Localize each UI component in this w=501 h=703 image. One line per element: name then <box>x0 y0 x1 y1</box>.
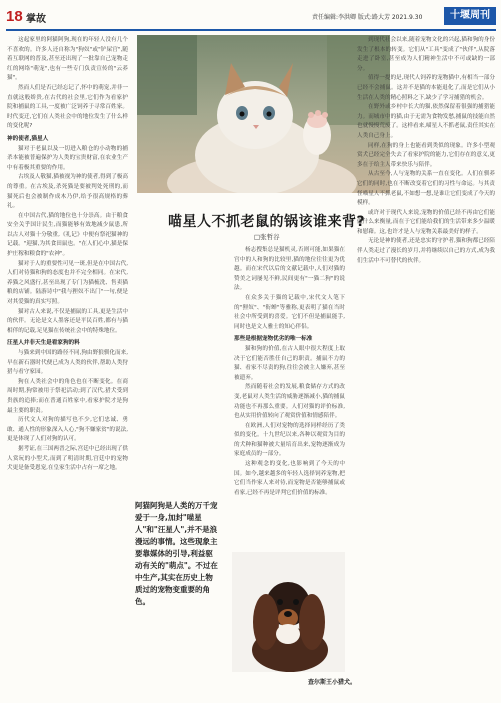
paragraph: 猫对古人来说,不仅是捕鼠的工具,更是生活中的伙伴。无论是文人墨客还是平民百姓,都有与猫相伴的记载,足见猫在传统社会中的特殊地位。 <box>7 308 128 334</box>
editor-credits: 责任编辑:李洪卿 版式:路大芳 2021.9.30 <box>312 14 423 21</box>
paragraph: 然而人们是否已经忘记了,怀中的萌宠,并非一直就这般娇贵,在古代的社会里,它们作为看家护院和捕鼠的工具,一度被广泛饲养于寻常百姓家。时代变迁,它们在人类社会中的地位发生了什么样的变化呢? <box>7 84 128 130</box>
article-column-2 <box>234 246 345 546</box>
section-heading: 汪星人并非天生是看家狗的料 <box>7 340 80 347</box>
paragraph: 据考证,在三国两晋之际,宫廷中已经出现了供人赏玩的小型犬,而到了明清时期,宫廷中的宠物犬更是备受恩宠,在皇家生活中占有一席之地。 <box>7 445 128 472</box>
page-number: 18 <box>6 8 23 25</box>
article-column-3 <box>357 36 495 698</box>
masthead <box>0 0 501 30</box>
paragraph: 猫和狗的价值,在古人眼中很大程度上取决于它们能否胜任自己的职责。捕鼠不力的猫、看家不尽责的狗,往往会被主人嫌弃,甚至被遗弃。 <box>234 345 345 381</box>
paragraph: 猫对于人的重要性可见一斑,但是在中国古代,人们对待猫和狗的态度也并不完全相同。在宋代,养猫之风盛行,甚至出现了专门为猫梳洗、售卖猫粮的店铺。陆游诗中"我与狸奴不出门"一句,便是对其爱猫的真实写照。 <box>7 260 128 306</box>
cat-photo <box>137 35 390 193</box>
paragraph: 杨志搜集总是猫机灵,否则可能,如果猫在宫中的人和狗的比较里,猫的地位往往更为优越。而在宋代以后的文献记载中,人们对猫的赞美之词屡见不鲜,民间更有"一猫二狗"的说法。 <box>234 247 345 292</box>
paragraph: 这起家里的阿猫阿狗,现在的年轻人没有几个不喜欢的。许多人还自称为"狗奴"或"铲屎官",随着互联网的普及,甚至还出现了一批靠自己宠物走红的网络"萌宠",也有一些专门负责宣传的"云养猫"。 <box>7 37 128 82</box>
pull-quote: 阿猫阿狗是人类的万千宠爱于一身,加封"喵星人"和"汪星人",并不是浪漫远的事情。这些现象主要靠媒体的引导,利益驱动有关的"萌点"。不过在中生产,其实在历史上物质过的宠物变重要的角色。 <box>135 501 218 606</box>
paragraph: 在欧洲,人们对宠物的选择同样经历了类似的变化。十九世纪以来,各种以观赏为目的的犬种和猫种被大量培育出来,宠物逐渐成为家庭成员的一部分。 <box>234 422 345 458</box>
paragraph: 这种观念的变化,也影响到了今天的中国。如今,越来越多的年轻人选择饲养宠物,把它们当作家人来对待,而宠物是否能够捕鼠或看家,已经不再是评判它们价值的标准。 <box>234 461 345 496</box>
section-heading: 那些是根据宠物优劣的唯一标准 <box>234 336 313 343</box>
paragraph: 无论是神的使者,还是忠实的守护者,猫和狗都已经陪伴人类走过了漫长的岁月,并将继续以自己的方式,成为我们生活中不可替代的伙伴。 <box>357 238 495 264</box>
byline: □张哲谷 <box>254 233 280 241</box>
paragraph: 同样,在狗的身上也能看到类似的现象。许多小型观赏犬已经完全失去了看家护院的能力,它们存在的意义,更多在于给主人带来快乐与陪伴。 <box>357 142 495 168</box>
section-tag: 掌故 <box>26 14 46 25</box>
paragraph: 猫对于老鼠以及一切进入粮仓的小动物的捕杀本能被普遍保护为人类的宝贵财富,在农业生产中有着极其重要的作用。 <box>7 145 128 171</box>
paragraph: 狗在人类社会中的角色也在不断变化。在商周时期,狗常被用于祭祀活动;到了汉代,猎犬受到贵族的追捧;而在普通百姓家中,看家护院才是狗最主要的职责。 <box>7 378 128 414</box>
dog-photo <box>232 552 345 672</box>
paragraph: 值得一提的是,现代人饲养的宠物猫中,有相当一部分已经不会捕鼠。这并不是猫的本能退化了,而是它们从小生活在人类的精心照料之下,缺少了学习捕猎的机会。 <box>357 75 495 101</box>
paragraph: 在野外或乡村中长大的猫,依然保留着很强的捕猎能力。而城市中的猫,由于无需为食物发愁,捕鼠的技能自然也就慢慢荒废了。这样看来,喵星人不抓老鼠,责任其实在人类自己身上。 <box>357 104 495 139</box>
paragraph: 古埃及人敬猫,猫被视为神的使者,得到了极高的尊重。在古埃及,杀死猫是要被判处死刑的,而猫死后也会被制作成木乃伊,给予很高规格的葬礼。 <box>7 174 128 210</box>
paragraph: 在中国古代,猫的地位也十分崇高。由于粮食安全关乎国计民生,而猫能够有效地减少鼠患,所以古人对猫十分敬重,《礼记》中便有祭祀猫神的记载。"迎猫,为其食田鼠也。"在人们心中,猫是保护庄稼和粮食的"农神"。 <box>7 212 128 258</box>
header-rule <box>6 29 496 31</box>
paragraph: 然而随着社会的发展,粮食储存方式的改变,老鼠对人类生活的威胁逐渐减小,猫的捕鼠功能也不再那么重要。人们对猫的评价标准,也从实用价值转向了观赏价值和情感陪伴。 <box>234 384 345 420</box>
paragraph: 从古至今,人与宠物的关系一直在变化。人们在驯养它们的同时,也在不断改变着它们的习性与命运。与其责怪喵星人不抓老鼠,不如想一想,是谁让它们变成了今天的模样。 <box>357 171 495 207</box>
paper-logo: 十堰周刊 <box>444 7 496 25</box>
paragraph: 在众多关于猫的记载中,宋代文人笔下的"狸奴"、"衔蝉"等雅称,更表明了猫在当时社会中所受到的喜爱。它们不但是捕鼠能手,同时也是文人雅士的知心伴侣。 <box>234 294 345 330</box>
section-heading: 神的使者,猫星人 <box>7 135 49 142</box>
paragraph: 历代文人对狗的描写也不少,它们忠诚、勇敢、通人性的形象深入人心,"狗不嫌家贫"的说法,更是体现了人们对狗的认可。 <box>7 417 128 443</box>
dog-photo-caption: 查尔斯王小猎犬。 <box>308 679 357 686</box>
paragraph: 到现代社会以来,随着宠物文化的兴起,猫和狗的身份发生了根本的转变。它们从"工具"变成了"伙伴",从院落走进了卧室,甚至成为人们精神生活中不可或缺的一部分。 <box>357 37 495 72</box>
paragraph: 与猫来到中国的路径不同,狗由野狼驯化而来,早在新石器时代便已成为人类的伙伴,帮助人类狩猎与看守家园。 <box>7 350 128 376</box>
paragraph: 或许对于现代人来说,宠物的价值已经不再由它们能做什么来衡量,而在于它们能给我们的生活带来多少温暖和慰藉。这,也许才是人与宠物关系最美好的样子。 <box>357 209 495 235</box>
article-headline: 喵星人不抓老鼠的锅该谁来背? <box>168 214 366 230</box>
article-column-1 <box>7 36 128 698</box>
